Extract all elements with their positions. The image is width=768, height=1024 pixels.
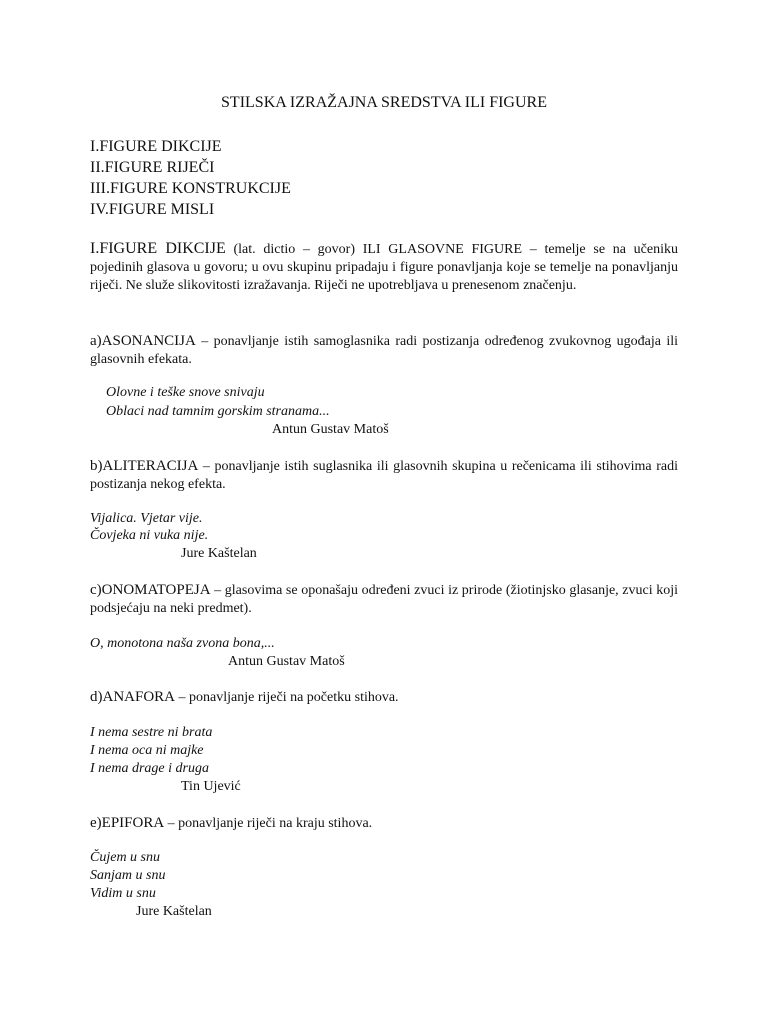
aliteracija-paragraph: [90, 457, 678, 494]
onomatopeja-paragraph: [90, 581, 678, 618]
onomatopeja-text: – glasovima se oponašaju određeni zvuci iz prirode (žiotinjsko glasanje, zvuci koji podsjećaju na neki predmet).: [90, 583, 678, 616]
anafora-paragraph: [90, 688, 678, 707]
onomatopeja-heading: c)ONOMATOPEJA: [90, 582, 211, 598]
verse-author: Antun Gustav Matoš: [228, 654, 345, 669]
anafora-text: – ponavljanje riječi na početku stihova.: [175, 690, 399, 705]
page-title: STILSKA IZRAŽAJNA SREDSTVA ILI FIGURE: [221, 94, 547, 111]
toc-item: I.FIGURE DIKCIJE: [90, 138, 222, 155]
table-of-contents: [90, 136, 291, 220]
verse-author: Jure Kaštelan: [181, 546, 257, 561]
verse-author: Jure Kaštelan: [136, 904, 212, 919]
verse-line: I nema oca ni majke: [90, 743, 204, 758]
verse-line: I nema sestre ni brata: [90, 725, 213, 740]
verse-line: Čovjeka ni vuka nije.: [90, 528, 209, 543]
epifora-heading: e)EPIFORA: [90, 815, 165, 831]
verse-line: I nema drage i druga: [90, 761, 209, 776]
asonancija-paragraph: [90, 332, 678, 369]
asonancija-heading: a)ASONANCIJA: [90, 333, 196, 349]
verse-line: Čujem u snu: [90, 850, 160, 865]
intro-heading: I.FIGURE DIKCIJE: [90, 240, 226, 257]
verse-line: Vidim u snu: [90, 886, 156, 901]
toc-item: III.FIGURE KONSTRUKCIJE: [90, 180, 291, 197]
anafora-heading: d)ANAFORA: [90, 689, 176, 705]
toc-item: IV.FIGURE MISLI: [90, 201, 215, 218]
verse-author: Tin Ujević: [181, 779, 241, 794]
verse-line: O, monotona naša zvona bona,...: [90, 636, 275, 651]
intro-text: (lat. dictio – govor) ILI GLASOVNE FIGURE – temelje se na učeniku pojedinih glasova u govoru; u ovu skupinu pripadaju i figure ponavljanja koje se temelje na ponavljanju riječi. Ne služe slikovitosti izražavanja. Riječi ne upotrebljava u prenesenom značenju.: [90, 242, 678, 293]
verse-line: Olovne i teške snove snivaju: [106, 385, 265, 400]
epifora-paragraph: [90, 814, 678, 833]
aliteracija-heading: b)ALITERACIJA: [90, 458, 199, 474]
epifora-text: – ponavljanje riječi na kraju stihova.: [164, 816, 373, 831]
intro-paragraph: [90, 240, 678, 295]
verse-line: Sanjam u snu: [90, 868, 166, 883]
toc-item: II.FIGURE RIJEČI: [90, 159, 215, 176]
verse-line: Oblaci nad tamnim gorskim stranama...: [106, 404, 330, 419]
verse-author: Antun Gustav Matoš: [272, 422, 389, 437]
verse-line: Vijalica. Vjetar vije.: [90, 511, 203, 526]
aliteracija-text: – ponavljanje istih suglasnika ili glasovnih skupina u rečenicama ili stihovima radi postizanja nekog efekta.: [90, 459, 678, 492]
asonancija-text: – ponavljanje istih samoglasnika radi postizanja određenog zvukovnog ugođaja ili glasovnih efekata.: [90, 334, 678, 367]
